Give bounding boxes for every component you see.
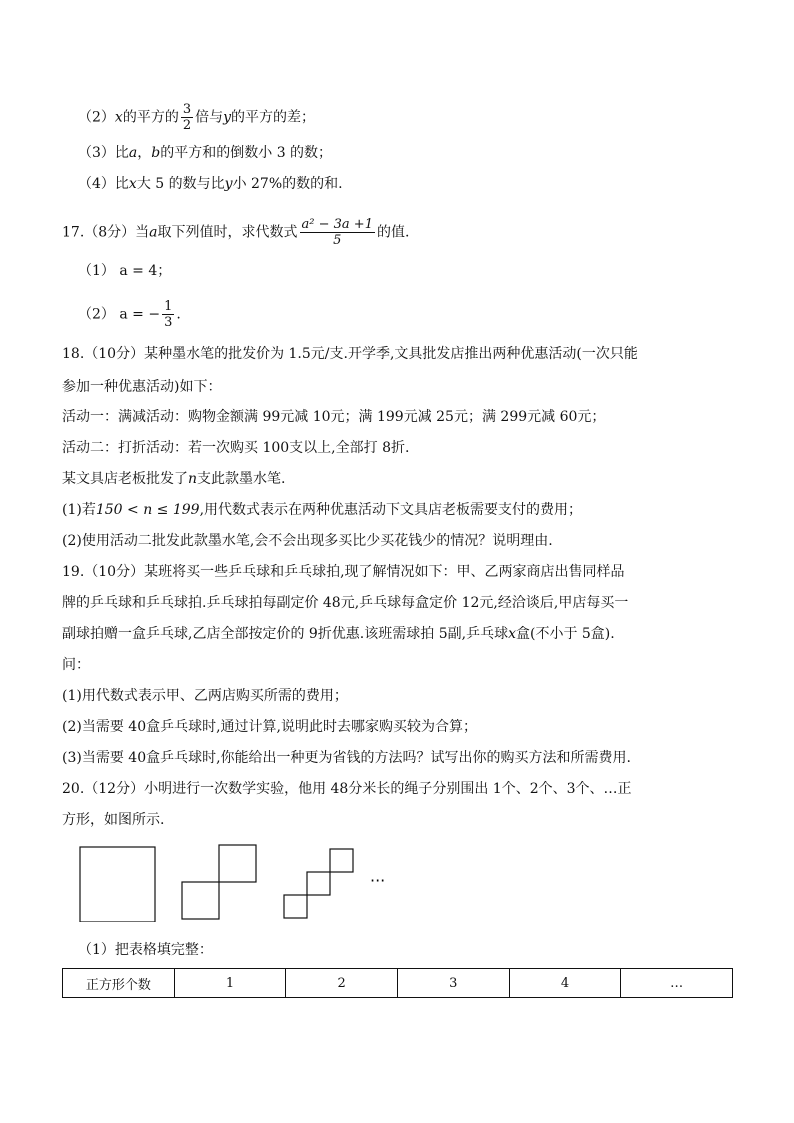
q18-line-3: 活动一：满减活动：购物金额满 99元减 10元；满 199元减 25元；满 299元减 60元； xyxy=(62,409,606,425)
table-header: 正方形个数 xyxy=(63,969,175,998)
var-y: y xyxy=(223,109,232,126)
q20-line-1: 20.（12分）小明进行一次数学实验，他用 48分米长的绳子分别围出 1个、2个、3个、…正 xyxy=(62,781,632,797)
text: 副球拍赠一盒乒乓球,乙店全部按定价的 9折优惠.该班需球拍 5副,乒乓球 xyxy=(62,626,509,642)
text: 某文具店老板批发了 xyxy=(62,471,188,487)
table-cell: 2 xyxy=(286,969,398,998)
q18-line-4: 活动二：打折活动：若一次购买 100支以上,全部打 8折. xyxy=(62,440,410,456)
squares-figure xyxy=(70,842,400,922)
fraction-3-2 xyxy=(181,102,193,133)
q19-line-6: (2)当需要 40盒乒乓球时,通过计算,说明此时去哪家购买较为合算； xyxy=(62,719,477,735)
q18-line-1: 18.（10分）某种墨水笔的批发价为 1.5元/支.开学季,文具批发店推出两种优惠活动(一次只能 xyxy=(62,346,638,362)
q19-line-1: 19.（10分）某班将买一些乒乓球和乒乓球拍,现了解情况如下：甲、乙两家商店出售同样品 xyxy=(62,564,625,580)
var-x: x xyxy=(114,109,123,126)
figure-3-square-a xyxy=(284,895,307,918)
q18-line-5 xyxy=(62,469,285,489)
q20-item-1: （1）把表格填完整： xyxy=(78,942,213,958)
q18-line-7: (2)使用活动二批发此款墨水笔,会不会出现多买比少买花钱少的情况？说明理由. xyxy=(62,533,553,549)
var-b: b xyxy=(151,145,161,161)
text: ,用代数式表示在两种优惠活动下文具店老板需要支付的费用； xyxy=(199,502,583,518)
text: 盒(不小于 5盒). xyxy=(515,626,615,642)
q17-item-1: （1） a = 4； xyxy=(78,263,172,279)
text: ， xyxy=(137,145,152,161)
figure-2-square-a xyxy=(182,882,219,919)
figure-2-square-b xyxy=(219,845,256,882)
figure-1-square xyxy=(80,847,155,922)
text: 倍与 xyxy=(195,109,224,126)
table-cell: 1 xyxy=(174,969,286,998)
q16-item-2 xyxy=(78,102,315,133)
q19-line-3 xyxy=(62,624,615,644)
var-n: n xyxy=(188,471,198,487)
table-cell: 3 xyxy=(397,969,509,998)
text: 大 5 的数与比 xyxy=(136,176,225,192)
q18-line-6 xyxy=(62,500,582,520)
text: 的平方的 xyxy=(122,109,179,126)
text: 17.（8分）当 xyxy=(62,224,150,241)
q16-item-3 xyxy=(78,143,332,163)
text: 的平方和的倒数小 3 的数； xyxy=(160,145,333,161)
figure-ellipsis: ··· xyxy=(370,871,386,890)
text: （2） xyxy=(78,109,115,126)
table-row xyxy=(63,969,733,998)
q20-line-2: 方形，如图所示. xyxy=(62,812,165,828)
q19-line-7: (3)当需要 40盒乒乓球时,你能给出一种更为省钱的方法吗？试写出你的购买方法和所需费用. xyxy=(62,750,631,766)
text: 取下列值时，求代数式 xyxy=(157,224,298,241)
figure-3-square-c xyxy=(330,849,353,872)
var-a: a xyxy=(128,145,138,161)
denominator: 5 xyxy=(333,233,342,248)
numerator: a² − 3a +1 xyxy=(301,217,373,232)
condition: 150 < n ≤ 199 xyxy=(95,502,200,518)
text: 小 27%的数的和. xyxy=(232,176,343,192)
text: （4）比 xyxy=(78,176,129,192)
q18-line-2: 参加一种优惠活动)如下： xyxy=(62,379,222,395)
text: . xyxy=(176,306,181,323)
q19-line-2: 牌的乒乓球和乒乓球拍.乒乓球拍每副定价 48元,乒乓球每盒定价 12元,经洽谈后,甲店每买一 xyxy=(62,595,629,611)
q19-line-5: (1)用代数式表示甲、乙两店购买所需的费用； xyxy=(62,688,348,704)
numerator: 3 xyxy=(182,102,192,117)
fraction-1-3 xyxy=(162,299,174,330)
q17-heading xyxy=(62,217,409,248)
table-cell: … xyxy=(621,969,733,998)
var-y: y xyxy=(224,176,233,192)
text: 支此款墨水笔. xyxy=(197,471,286,487)
squares-table xyxy=(62,968,733,998)
text: (1)若 xyxy=(62,502,96,518)
var-x: x xyxy=(128,176,137,192)
var-x: x xyxy=(508,626,516,642)
q17-item-2 xyxy=(78,299,181,330)
text: （2） a = − xyxy=(78,306,161,323)
text: 的值. xyxy=(376,224,410,241)
var-a: a xyxy=(149,224,158,241)
denominator: 3 xyxy=(164,315,173,330)
numerator: 1 xyxy=(164,299,173,314)
q19-line-4: 问： xyxy=(62,657,90,673)
text: 的平方的差； xyxy=(231,109,316,126)
text: （3）比 xyxy=(78,145,129,161)
table-cell: 4 xyxy=(509,969,621,998)
denominator: 2 xyxy=(182,118,192,133)
q16-item-4 xyxy=(78,174,343,194)
fraction-expression xyxy=(300,217,375,248)
figure-3-square-b xyxy=(307,872,330,895)
